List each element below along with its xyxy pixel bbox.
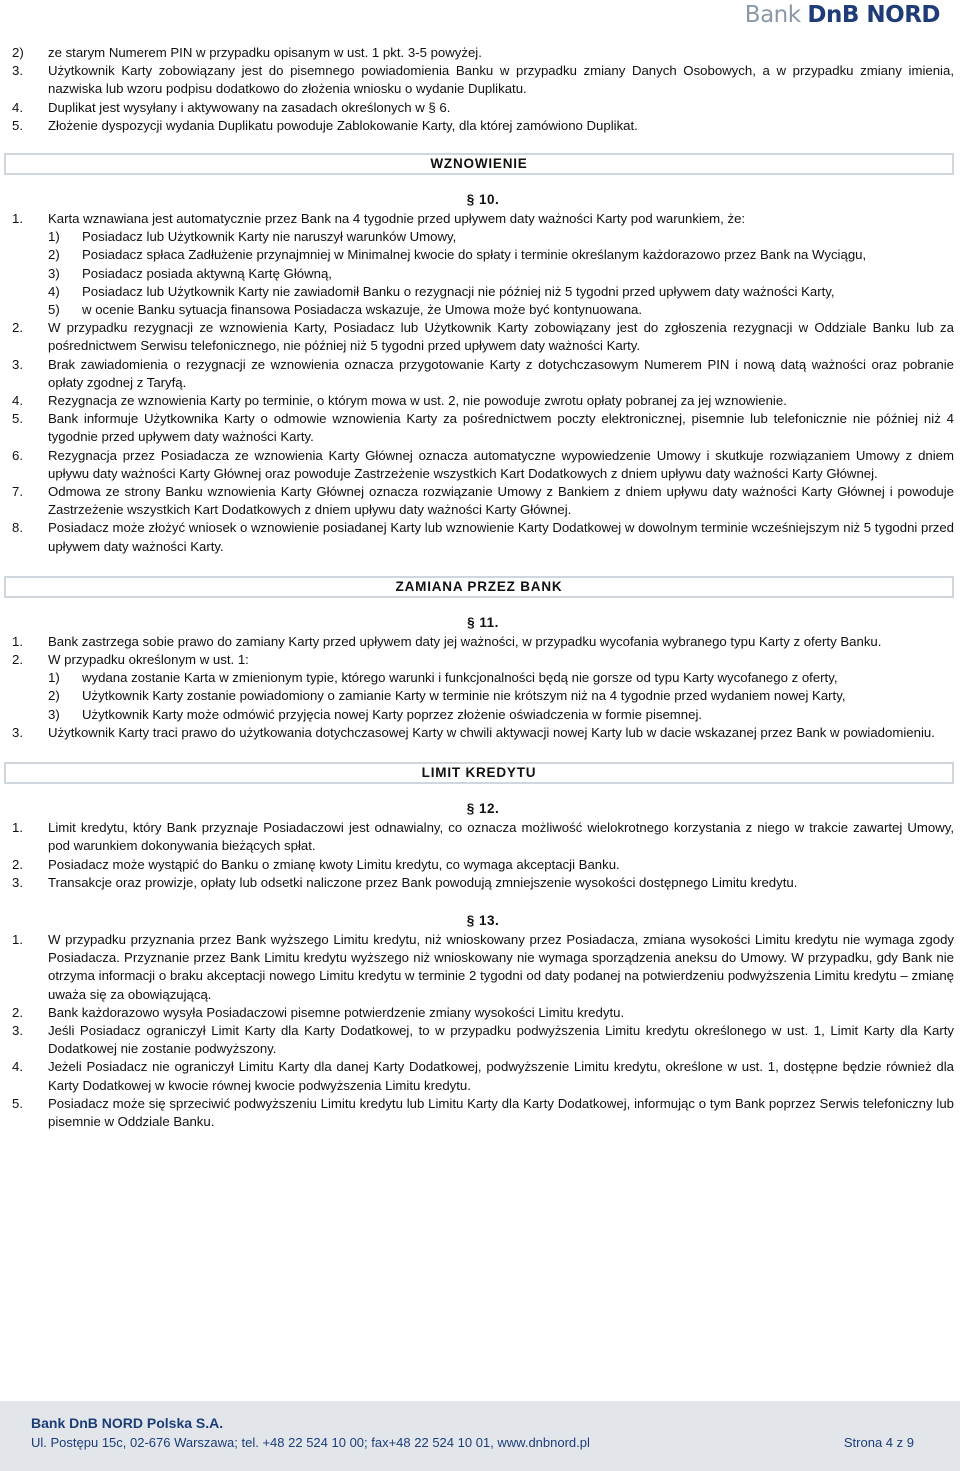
paragraph-number: § 11. (467, 614, 499, 630)
sub-list-item: 3) Posiadacz posiada aktywną Kartę Główną, (48, 265, 332, 281)
sub-list-item: 5) w ocenie Banku sytuacja finansowa Posiadacza wskazuje, że Umowa może być kontynuowana. (48, 302, 643, 318)
list-item: 5. Złożenie dyspozycji wydania Duplikatu powoduje Zablokowanie Karty, dla której zamówiono Duplikat. (12, 117, 638, 133)
list-item: 1. Karta wznawiana jest automatycznie przez Bank na 4 tygodnie przed upływem daty ważności Karty pod warunkiem, że: (12, 211, 746, 227)
document-body (12, 44, 954, 1131)
list-item: 3. Użytkownik Karty zobowiązany jest do pisemnego powiadomienia Banku w przypadku zmiany Danych Osobowych, a w przypadku zmiany imienia, nazwiska lub wzoru podpisu dodatkowo do złożenia wniosku o wydanie Duplikatu. (12, 63, 954, 97)
list-item: 2) ze starym Numerem PIN w przypadku opisanym w ust. 1 pkt. 3-5 powyżej. (12, 45, 482, 60)
paragraph-number: § 10. (466, 192, 500, 208)
footer-company: Bank DnB NORD Polska S.A. (31, 1415, 224, 1431)
list-item: 2. Bank każdorazowo wysyła Posiadaczowi pisemne potwierdzenie zmiany wysokości Limitu kredytu. (12, 1004, 625, 1020)
page-number: Strona 4 z 9 (843, 1435, 914, 1450)
sub-list-item: 1) wydana zostanie Karta w zmienionym typie, którego warunki i funkcjonalności będą nie gorsze od typu Karty wycofanego z oferty, (48, 670, 838, 686)
list-item: 3. Transakcje oraz prowizje, opłaty lub odsetki naliczone przez Bank powodują zmniejszenie wysokości dostępnego Limitu kredytu. (12, 874, 798, 890)
list-item: 4. Jeżeli Posiadacz nie ograniczył Limitu Karty dla danej Karty Dodatkowej, podwyższenie Limitu kredytu, określone w ust. 1, dostępne będzie również dla Karty Dodatkowej w kwocie równej kwocie podwyższenia Limitu kredytu. (12, 1059, 954, 1093)
footer-address: Ul. Postępu 15c, 02-676 Warszawa; tel. +48 22 524 10 00; fax+48 22 524 10 01, www.dnbnord.pl (31, 1435, 590, 1450)
list-item: 3. Brak zawiadomienia o rezygnacji ze wznowienia oznacza przygotowanie Karty z dotychczasowym Numerem PIN i nową datą ważności oraz pobranie opłaty zgodnej z Taryfą. (12, 356, 954, 390)
list-item: 1. Bank zastrzega sobie prawo do zamiany Karty przed upływem daty jej ważności, w przypadku wycofania wybranego typu Karty z oferty Banku. (12, 633, 882, 649)
page-footer (0, 1401, 960, 1471)
logo-brand-text: DnB NORD (807, 2, 940, 28)
list-item: 4. Duplikat jest wysyłany i aktywowany na zasadach określonych w § 6. (12, 99, 451, 115)
list-item: 3. Jeśli Posiadacz ograniczył Limit Karty dla Karty Dodatkowej, to w przypadku podwyższenia Limitu kredytu określonego w ust. 1, Limit Karty dla Karty Dodatkowej nie zostanie podwyższony. (12, 1022, 954, 1057)
sub-list-item: 3) Użytkownik Karty może odmówić przyjęcia nowej Karty poprzez złożenie oświadczenia w formie pisemnej. (48, 706, 703, 722)
list-item: 3. Użytkownik Karty traci prawo do użytkowania dotychczasowej Karty w chwili aktywacji nowej Karty lub w dacie wskazanej przez Bank w powiadomieniu. (12, 724, 935, 740)
list-item: 2. W przypadku rezygnacji ze wznowienia Karty, Posiadacz lub Użytkownik Karty zobowiązany jest do zgłoszenia rezygnacji w Oddziale Banku lub za pośrednictwem Serwisu telefonicznego, nie później niż 5 tygodni przed upływem daty ważności Karty. (12, 320, 954, 354)
list-item: 2. W przypadku określonym w ust. 1: (12, 652, 249, 668)
sub-list-item: 1) Posiadacz lub Użytkownik Karty nie naruszył warunków Umowy, (48, 229, 457, 245)
list-item: 1. W przypadku przyznania przez Bank wyższego Limitu kredytu, niż wnioskowany przez Posiadacza, zmiana wysokości Limitu kredytu nie wymaga zgody Posiadacza. Przyznanie przez Bank Limitu kredytu wyższego niż wnioskowany nie wymaga sporządzenia aneksu do Umowy. W przypadku, gdy Bank nie otrzyma informacji o braku akceptacji nowego Limitu kredytu w terminie 2 tygodni od daty podanej na potwierdzeniu podwyższenia Limitu kredytu – zmianę uważa się za obowiązującą. (12, 931, 954, 1002)
sub-list-item: 4) Posiadacz lub Użytkownik Karty nie zawiadomił Banku o rezygnacji nie później niż 5 tygodni przed upływem daty ważności Karty, (48, 283, 835, 299)
paragraph-number: § 12. (466, 801, 500, 817)
list-item: 2. Posiadacz może wystąpić do Banku o zmianę kwoty Limitu kredytu, co wymaga akceptacji Banku. (12, 856, 620, 872)
list-item: 4. Rezygnacja ze wznowienia Karty po terminie, o którym mowa w ust. 2, nie powoduje zwrotu opłaty pobranej za jej wznowienie. (12, 393, 787, 409)
logo-bank-text: Bank (744, 2, 808, 28)
list-item: 5. Posiadacz może się sprzeciwić podwyższeniu Limitu kredytu lub Limitu Karty dla Karty Dodatkowej, informując o tym Bank poprzez Serwis telefoniczny lub pisemnie w Oddziale Banku. (12, 1095, 954, 1129)
section-heading-limit: LIMIT KREDYTU (4, 762, 954, 784)
list-item: 7. Odmowa ze strony Banku wznowienia Karty Głównej oznacza rozwiązanie Umowy z Bankiem z dniem upływu daty ważności Karty Głównej i powoduje Zastrzeżenie wszystkich Kart Dodatkowych z dniem upływu daty ważności Karty Głównej. (12, 484, 954, 518)
section-heading-zamiana: ZAMIANA PRZEZ BANK (4, 576, 954, 598)
paragraph-number: § 13. (466, 912, 500, 928)
sub-list-item: 2) Użytkownik Karty zostanie powiadomiony o zamianie Karty w terminie nie krótszym niż na 4 tygodnie przed wydaniem nowej Karty, (48, 688, 846, 704)
list-item: 6. Rezygnacja przez Posiadacza ze wznowienia Karty Głównej oznacza automatyczne wypowiedzenie Umowy i skutkuje rozwiązaniem Umowy z dniem upływu daty ważności Karty Głównej oraz powoduje Zastrzeżenie wszystkich Kart Dodatkowych z dniem upływu daty ważności Karty Głównej. (12, 447, 954, 481)
sub-list-item: 2) Posiadacz spłaca Zadłużenie przynajmniej w Minimalnej kwocie do spłaty i terminie określanym każdorazowo przez Bank na Wyciągu, (48, 247, 867, 263)
bank-logo (745, 2, 940, 28)
section-heading-wznowienie: WZNOWIENIE (4, 153, 954, 175)
list-item: 1. Limit kredytu, który Bank przyznaje Posiadaczowi jest odnawialny, co oznacza możliwość wielokrotnego korzystania z niego w trakcie zawartej Umowy, pod warunkiem dokonywania bieżących spłat. (12, 820, 954, 854)
list-item: 5. Bank informuje Użytkownika Karty o odmowie wznowienia Karty za pośrednictwem poczty elektronicznej, pisemnie lub telefonicznie nie później niż 4 tygodnie przed upływem daty ważności Karty. (12, 411, 954, 445)
list-item: 8. Posiadacz może złożyć wniosek o wznowienie posiadanej Karty lub wznowienie Karty Dodatkowej w dowolnym terminie wcześniejszym niż 5 tygodni przed upływem daty ważności Karty. (12, 520, 954, 554)
